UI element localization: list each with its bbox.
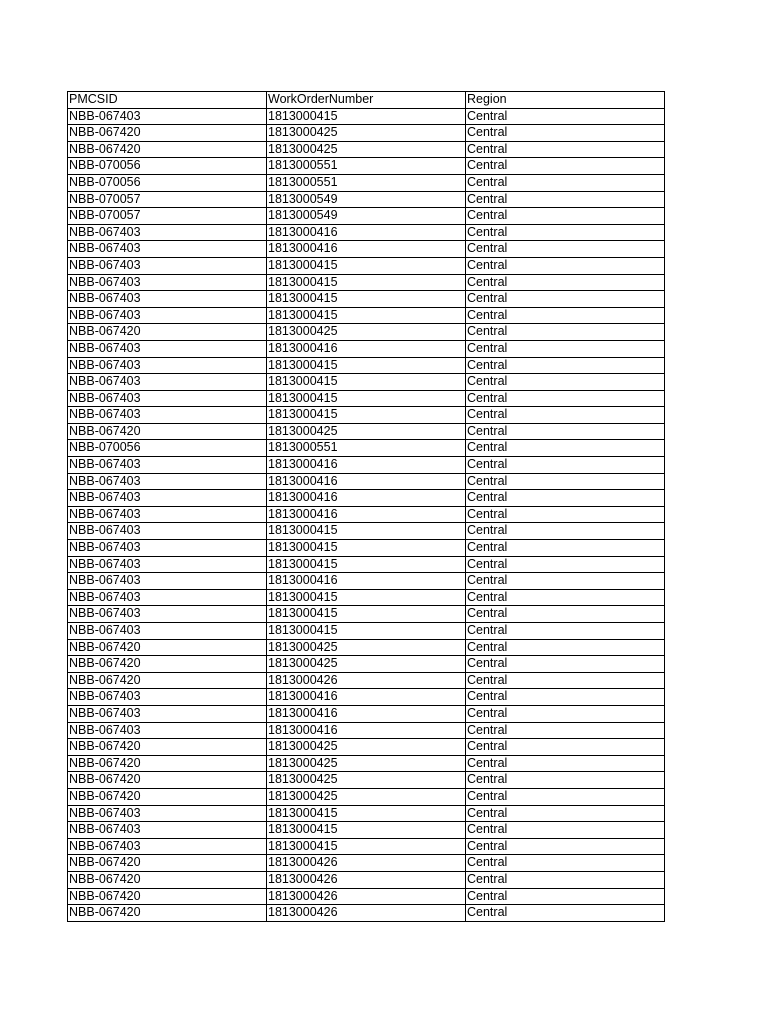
table-row	[68, 506, 665, 523]
table-row	[68, 324, 665, 341]
cell-region: Central	[466, 589, 665, 606]
cell-work-order-number: 1813000551	[267, 158, 466, 175]
cell-pmcsid: NBB-067420	[68, 905, 267, 922]
table-row	[68, 905, 665, 922]
table-row	[68, 705, 665, 722]
cell-pmcsid: NBB-067420	[68, 739, 267, 756]
cell-work-order-number: 1813000416	[267, 224, 466, 241]
table-body	[68, 108, 665, 921]
cell-pmcsid: NBB-067403	[68, 722, 267, 739]
cell-work-order-number: 1813000415	[267, 390, 466, 407]
cell-pmcsid: NBB-067403	[68, 407, 267, 424]
cell-region: Central	[466, 523, 665, 540]
cell-region: Central	[466, 705, 665, 722]
cell-region: Central	[466, 440, 665, 457]
cell-work-order-number: 1813000416	[267, 722, 466, 739]
header-work-order-number: WorkOrderNumber	[267, 92, 466, 109]
cell-work-order-number: 1813000425	[267, 639, 466, 656]
cell-pmcsid: NBB-067420	[68, 755, 267, 772]
cell-region: Central	[466, 722, 665, 739]
cell-region: Central	[466, 224, 665, 241]
table-row	[68, 307, 665, 324]
table-row	[68, 224, 665, 241]
cell-region: Central	[466, 672, 665, 689]
cell-pmcsid: NBB-067420	[68, 788, 267, 805]
cell-pmcsid: NBB-067403	[68, 241, 267, 258]
cell-pmcsid: NBB-067420	[68, 639, 267, 656]
cell-work-order-number: 1813000549	[267, 208, 466, 225]
cell-region: Central	[466, 556, 665, 573]
cell-region: Central	[466, 888, 665, 905]
cell-work-order-number: 1813000415	[267, 407, 466, 424]
cell-pmcsid: NBB-067420	[68, 656, 267, 673]
cell-pmcsid: NBB-067403	[68, 705, 267, 722]
cell-region: Central	[466, 324, 665, 341]
cell-region: Central	[466, 307, 665, 324]
table-row	[68, 739, 665, 756]
cell-work-order-number: 1813000415	[267, 108, 466, 125]
cell-region: Central	[466, 905, 665, 922]
cell-region: Central	[466, 407, 665, 424]
table-row	[68, 788, 665, 805]
cell-pmcsid: NBB-070056	[68, 174, 267, 191]
cell-region: Central	[466, 739, 665, 756]
cell-pmcsid: NBB-067420	[68, 855, 267, 872]
cell-region: Central	[466, 656, 665, 673]
header-pmcsid: PMCSID	[68, 92, 267, 109]
cell-pmcsid: NBB-067420	[68, 324, 267, 341]
table-row	[68, 556, 665, 573]
cell-pmcsid: NBB-067403	[68, 374, 267, 391]
cell-pmcsid: NBB-067403	[68, 291, 267, 308]
cell-work-order-number: 1813000551	[267, 440, 466, 457]
cell-region: Central	[466, 540, 665, 557]
cell-region: Central	[466, 506, 665, 523]
cell-pmcsid: NBB-067403	[68, 340, 267, 357]
cell-work-order-number: 1813000416	[267, 241, 466, 258]
cell-pmcsid: NBB-067403	[68, 822, 267, 839]
table-row	[68, 374, 665, 391]
table-row	[68, 805, 665, 822]
cell-work-order-number: 1813000425	[267, 324, 466, 341]
header-row	[68, 92, 665, 109]
table-row	[68, 174, 665, 191]
cell-work-order-number: 1813000416	[267, 573, 466, 590]
cell-region: Central	[466, 822, 665, 839]
cell-pmcsid: NBB-067403	[68, 838, 267, 855]
cell-region: Central	[466, 241, 665, 258]
cell-region: Central	[466, 374, 665, 391]
cell-region: Central	[466, 805, 665, 822]
cell-region: Central	[466, 855, 665, 872]
cell-pmcsid: NBB-067403	[68, 573, 267, 590]
table-row	[68, 540, 665, 557]
cell-pmcsid: NBB-067403	[68, 523, 267, 540]
cell-region: Central	[466, 755, 665, 772]
cell-work-order-number: 1813000426	[267, 888, 466, 905]
cell-work-order-number: 1813000416	[267, 473, 466, 490]
cell-pmcsid: NBB-070057	[68, 208, 267, 225]
table-row	[68, 722, 665, 739]
cell-pmcsid: NBB-067403	[68, 540, 267, 557]
cell-pmcsid: NBB-067403	[68, 390, 267, 407]
table-row	[68, 689, 665, 706]
cell-pmcsid: NBB-067403	[68, 623, 267, 640]
table-row	[68, 822, 665, 839]
cell-pmcsid: NBB-067420	[68, 871, 267, 888]
cell-region: Central	[466, 772, 665, 789]
cell-region: Central	[466, 274, 665, 291]
table-row	[68, 440, 665, 457]
cell-pmcsid: NBB-067420	[68, 888, 267, 905]
table-row	[68, 755, 665, 772]
cell-region: Central	[466, 689, 665, 706]
table-row	[68, 390, 665, 407]
table-row	[68, 523, 665, 540]
cell-region: Central	[466, 191, 665, 208]
cell-region: Central	[466, 639, 665, 656]
cell-region: Central	[466, 457, 665, 474]
table-row	[68, 672, 665, 689]
cell-work-order-number: 1813000415	[267, 257, 466, 274]
table-row	[68, 623, 665, 640]
cell-region: Central	[466, 788, 665, 805]
table-row	[68, 241, 665, 258]
cell-work-order-number: 1813000415	[267, 606, 466, 623]
cell-region: Central	[466, 606, 665, 623]
cell-work-order-number: 1813000415	[267, 307, 466, 324]
table-row	[68, 208, 665, 225]
cell-pmcsid: NBB-067403	[68, 506, 267, 523]
cell-region: Central	[466, 357, 665, 374]
cell-region: Central	[466, 473, 665, 490]
cell-region: Central	[466, 125, 665, 142]
cell-pmcsid: NBB-067420	[68, 423, 267, 440]
table-row	[68, 158, 665, 175]
cell-pmcsid: NBB-067420	[68, 141, 267, 158]
data-table	[67, 91, 665, 922]
table-row	[68, 871, 665, 888]
cell-pmcsid: NBB-067403	[68, 224, 267, 241]
cell-region: Central	[466, 208, 665, 225]
cell-region: Central	[466, 108, 665, 125]
cell-work-order-number: 1813000416	[267, 490, 466, 507]
cell-pmcsid: NBB-067403	[68, 490, 267, 507]
cell-pmcsid: NBB-070056	[68, 158, 267, 175]
table-row	[68, 291, 665, 308]
cell-pmcsid: NBB-067420	[68, 772, 267, 789]
cell-region: Central	[466, 291, 665, 308]
cell-region: Central	[466, 573, 665, 590]
cell-region: Central	[466, 871, 665, 888]
table-row	[68, 490, 665, 507]
cell-work-order-number: 1813000415	[267, 374, 466, 391]
cell-work-order-number: 1813000425	[267, 739, 466, 756]
cell-work-order-number: 1813000415	[267, 291, 466, 308]
table-row	[68, 855, 665, 872]
cell-pmcsid: NBB-067403	[68, 805, 267, 822]
table-row	[68, 888, 665, 905]
cell-work-order-number: 1813000425	[267, 656, 466, 673]
cell-work-order-number: 1813000425	[267, 755, 466, 772]
cell-pmcsid: NBB-067403	[68, 108, 267, 125]
table-row	[68, 423, 665, 440]
cell-region: Central	[466, 423, 665, 440]
cell-work-order-number: 1813000425	[267, 423, 466, 440]
cell-work-order-number: 1813000425	[267, 141, 466, 158]
table-row	[68, 457, 665, 474]
header-region: Region	[466, 92, 665, 109]
table-row	[68, 257, 665, 274]
cell-work-order-number: 1813000416	[267, 689, 466, 706]
table-row	[68, 772, 665, 789]
table-row	[68, 357, 665, 374]
cell-work-order-number: 1813000425	[267, 772, 466, 789]
cell-region: Central	[466, 390, 665, 407]
table-row	[68, 589, 665, 606]
cell-region: Central	[466, 623, 665, 640]
table-row	[68, 573, 665, 590]
table-row	[68, 656, 665, 673]
cell-pmcsid: NBB-067403	[68, 307, 267, 324]
cell-work-order-number: 1813000426	[267, 672, 466, 689]
cell-region: Central	[466, 141, 665, 158]
cell-work-order-number: 1813000551	[267, 174, 466, 191]
cell-work-order-number: 1813000416	[267, 457, 466, 474]
table-row	[68, 125, 665, 142]
table-row	[68, 191, 665, 208]
cell-work-order-number: 1813000415	[267, 589, 466, 606]
cell-work-order-number: 1813000426	[267, 871, 466, 888]
cell-work-order-number: 1813000425	[267, 125, 466, 142]
cell-pmcsid: NBB-067403	[68, 589, 267, 606]
cell-work-order-number: 1813000425	[267, 788, 466, 805]
cell-pmcsid: NBB-067403	[68, 457, 267, 474]
cell-work-order-number: 1813000415	[267, 623, 466, 640]
table-row	[68, 108, 665, 125]
cell-pmcsid: NBB-067403	[68, 689, 267, 706]
table-row	[68, 606, 665, 623]
cell-work-order-number: 1813000416	[267, 506, 466, 523]
cell-work-order-number: 1813000426	[267, 905, 466, 922]
table-row	[68, 407, 665, 424]
cell-work-order-number: 1813000415	[267, 540, 466, 557]
cell-work-order-number: 1813000415	[267, 838, 466, 855]
cell-work-order-number: 1813000549	[267, 191, 466, 208]
table-row	[68, 274, 665, 291]
cell-work-order-number: 1813000415	[267, 274, 466, 291]
cell-pmcsid: NBB-067403	[68, 357, 267, 374]
cell-work-order-number: 1813000416	[267, 705, 466, 722]
table-row	[68, 639, 665, 656]
cell-work-order-number: 1813000416	[267, 340, 466, 357]
cell-region: Central	[466, 174, 665, 191]
cell-work-order-number: 1813000415	[267, 556, 466, 573]
cell-work-order-number: 1813000426	[267, 855, 466, 872]
table-row	[68, 141, 665, 158]
cell-region: Central	[466, 257, 665, 274]
cell-work-order-number: 1813000415	[267, 523, 466, 540]
cell-region: Central	[466, 158, 665, 175]
cell-work-order-number: 1813000415	[267, 805, 466, 822]
cell-pmcsid: NBB-067403	[68, 556, 267, 573]
table-row	[68, 473, 665, 490]
cell-work-order-number: 1813000415	[267, 357, 466, 374]
cell-work-order-number: 1813000415	[267, 822, 466, 839]
table-row	[68, 838, 665, 855]
cell-pmcsid: NBB-067420	[68, 672, 267, 689]
cell-pmcsid: NBB-067403	[68, 473, 267, 490]
cell-region: Central	[466, 838, 665, 855]
table-row	[68, 340, 665, 357]
cell-pmcsid: NBB-070056	[68, 440, 267, 457]
cell-pmcsid: NBB-067403	[68, 257, 267, 274]
cell-pmcsid: NBB-067403	[68, 274, 267, 291]
cell-region: Central	[466, 490, 665, 507]
cell-pmcsid: NBB-067403	[68, 606, 267, 623]
cell-region: Central	[466, 340, 665, 357]
cell-pmcsid: NBB-067420	[68, 125, 267, 142]
cell-pmcsid: NBB-070057	[68, 191, 267, 208]
